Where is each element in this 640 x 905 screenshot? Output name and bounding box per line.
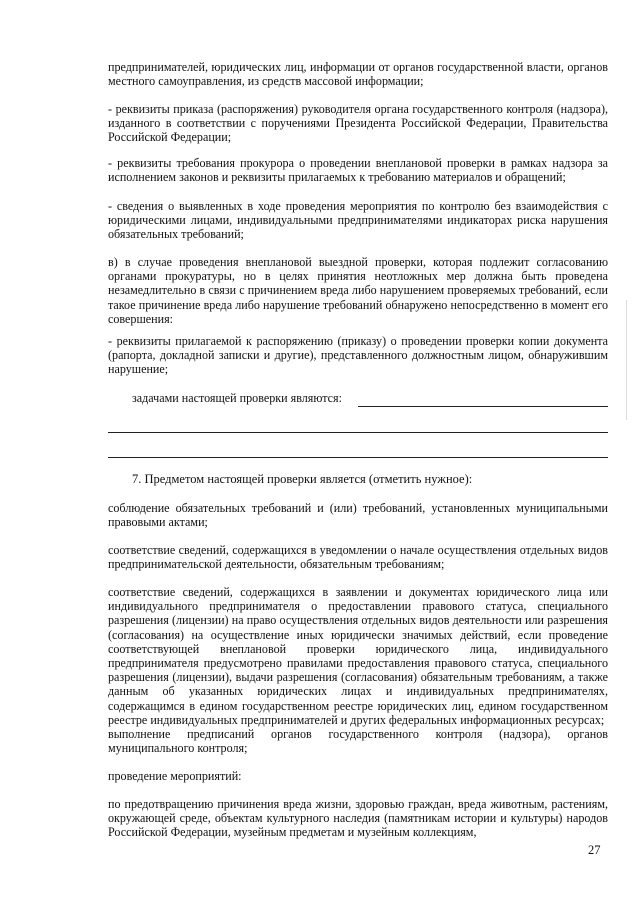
tasks-fill-line-1	[358, 406, 608, 407]
paragraph-attached-copy: - реквизиты прилагаемой к распоряжению (приказу) о проведении проверки копии документа (рапорта, докладной записки и другие), представленного должностным лицом, обнаружившим нарушение;	[108, 334, 608, 377]
section-7-heading: 7. Предметом настоящей проверки является (отметить нужное):	[132, 472, 473, 486]
tasks-fill-line-3	[108, 457, 608, 458]
subject-item-notification: соответствие сведений, содержащихся в уведомлении о начале осуществления отдельных видов предпринимательской деятельности, обязательным требованиям;	[108, 543, 608, 572]
paragraph-prosecutor-requirement: - реквизиты требования прокурора о проведении внеплановой проверки в рамках надзора за исполнением законов и реквизиты прилагаемых к требованию материалов и обращений;	[108, 156, 608, 185]
tasks-label: задачами настоящей проверки являются:	[132, 391, 342, 405]
paragraph-unscheduled-inspection: в) в случае проведения внеплановой выездной проверки, которая подлежит согласованию органами прокуратуры, но в целях принятия неотложных мер должна быть проведена незамедлительно в связи с причинением вреда либо нарушением проверяемых требований, если такое причинение вреда либо нарушение требований обнаружено непосредственно в момент его совершения:	[108, 255, 608, 326]
subject-item-application: соответствие сведений, содержащихся в заявлении и документах юридического лица или индивидуального предпринимателя о предоставлении правового статуса, специального разрешения (лицензии) на право осуществления отдельных видов деятельности или разрешения (согласования) на осуществление иных юридически значимых действий, если проведение соответствующей внеплановой проверки юридического лица, индивидуального предпринимателя предусмотрено правилами предоставления правового статуса, специального разрешения (лицензии), выдачи разрешения (согласования) обязательным требованиям, а также данным об указанных юридических лицах и индивидуальных предпринимателях, содержащимся в едином государственном реестре юридических лиц, едином государственном реестре индивидуальных предпринимателей и других федеральных информационных ресурсах;	[108, 585, 608, 727]
paragraph-risk-indicators: - сведения о выявленных в ходе проведения мероприятия по контролю без взаимодействия с юридическими лицами, индивидуальными предпринимателями индикаторах риска нарушения обязательных требований;	[108, 199, 608, 242]
paragraph-order-details: - реквизиты приказа (распоряжения) руководителя органа государственного контроля (надзора), изданного в соответствии с поручениями Президента Российской Федерации, Правительства Российской Федерации;	[108, 102, 608, 145]
subject-item-measures: проведение мероприятий:	[108, 769, 242, 783]
subject-item-harm-prevention: по предотвращению причинения вреда жизни, здоровью граждан, вреда животным, растениям, окружающей среде, объектам культурного наследия (памятникам истории и культуры) народов Российской Федерации, музейным предметам и музейным коллекциям,	[108, 797, 608, 840]
tasks-fill-line-2	[108, 432, 608, 433]
scan-edge-mark	[626, 300, 627, 420]
paragraph-sources-continuation: предпринимателей, юридических лиц, информации от органов государственной власти, органов местного самоуправления, из средств массовой информации;	[108, 60, 608, 89]
subject-item-requirements: соблюдение обязательных требований и (или) требований, установленных муниципальными правовыми актами;	[108, 501, 608, 530]
page-number: 27	[588, 843, 601, 857]
subject-item-prescriptions: выполнение предписаний органов государственного контроля (надзора), органов муниципального контроля;	[108, 727, 608, 756]
